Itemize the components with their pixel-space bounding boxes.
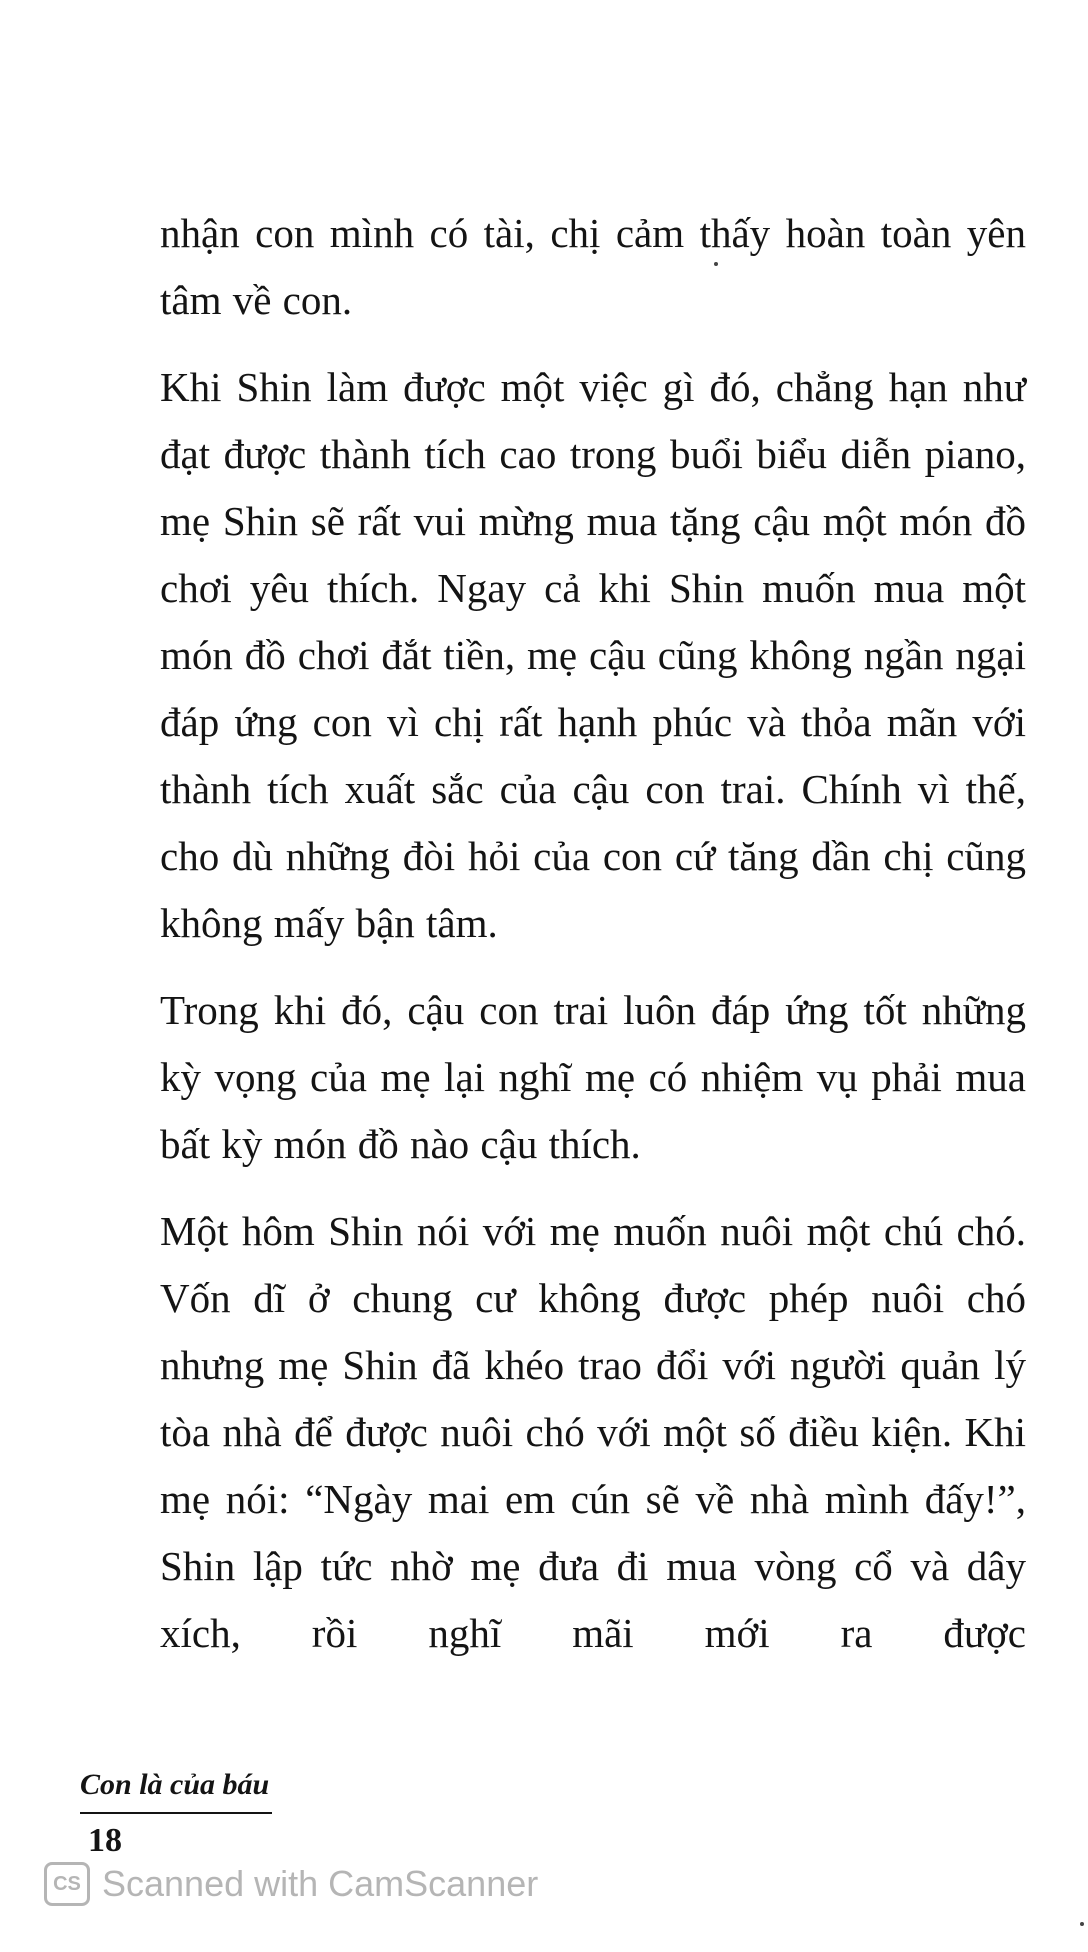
watermark-text: Scanned with CamScanner xyxy=(102,1863,539,1904)
paragraph: nhận con mình có tài, chị cảm thấy hoàn toàn yên tâm về con. xyxy=(160,210,1026,323)
paragraph: Trong khi đó, cậu con trai luôn đáp ứng tốt những kỳ vọng của mẹ lại nghĩ mẹ có nhiệm vụ phải mua bất kỳ món đồ nào cậu thích. xyxy=(160,987,1026,1167)
scan-speck xyxy=(1080,1922,1084,1926)
page-number: 18 xyxy=(88,1822,122,1859)
page-body xyxy=(160,200,1026,1687)
paragraph: Một hôm Shin nói với mẹ muốn nuôi một chú chó. Vốn dĩ ở chung cư không được phép nuôi chó nhưng mẹ Shin đã khéo trao đổi với người quản lý tòa nhà để được nuôi chó với một số điều kiện. Khi mẹ nói: “Ngày mai em cún sẽ về nhà mình đấy!”, Shin lập tức nhờ mẹ đưa đi mua vòng cổ và dây xích, rồi nghĩ mãi mới ra được xyxy=(160,1208,1026,1656)
footer-divider xyxy=(80,1812,272,1814)
camscanner-logo-icon: CS xyxy=(44,1862,90,1906)
paragraph: Khi Shin làm được một việc gì đó, chẳng hạn như đạt được thành tích cao trong buổi biểu diễn piano, mẹ Shin sẽ rất vui mừng mua tặng cậu một món đồ chơi yêu thích. Ngay cả khi Shin muốn mua một món đồ chơi đắt tiền, mẹ cậu cũng không ngần ngại đáp ứng con vì chị rất hạnh phúc và thỏa mãn với thành tích xuất sắc của cậu con trai. Chính vì thế, cho dù những đòi hỏi của con cứ tăng dần chị cũng không mấy bận tâm. xyxy=(160,364,1026,946)
running-footer-book-title: Con là của báu xyxy=(80,1768,270,1801)
camscanner-watermark xyxy=(44,1862,538,1906)
